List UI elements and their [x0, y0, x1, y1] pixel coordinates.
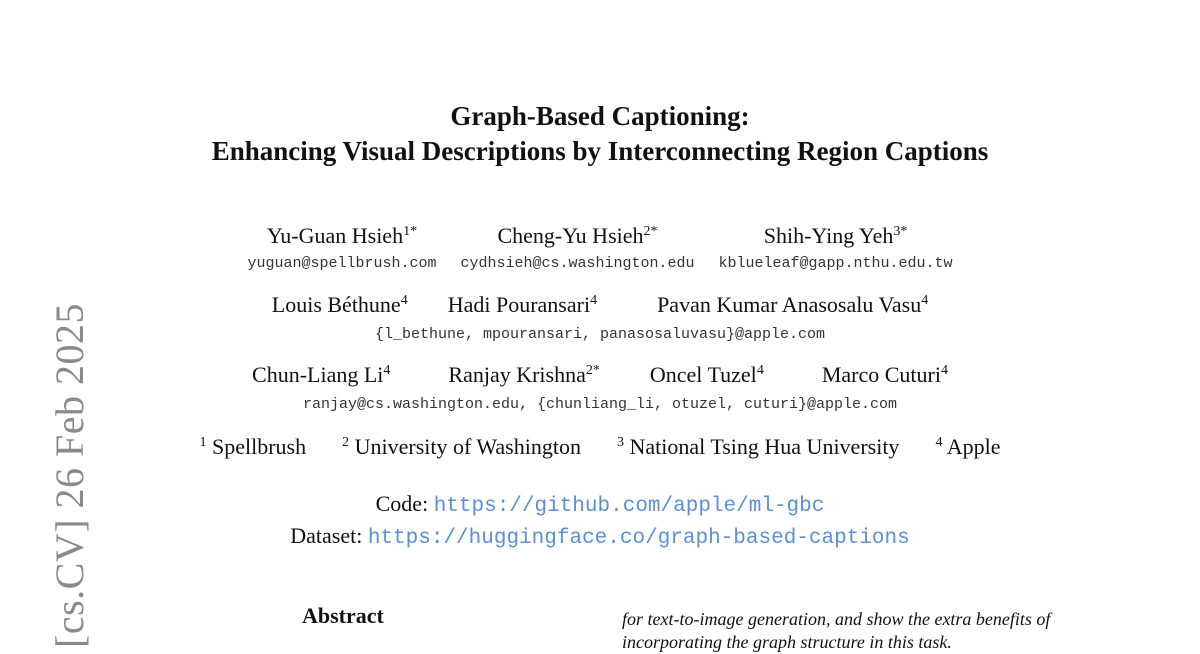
author-block: [460, 225, 694, 271]
author-row-1: [0, 225, 1200, 271]
author-email[interactable]: cydhsieh@cs.washington.edu: [460, 255, 695, 272]
author-name: Marco Cuturi$^4$: [821, 362, 948, 387]
code-label: Code:: [375, 491, 429, 516]
dataset-label: Dataset:: [290, 523, 363, 548]
dataset-url-link[interactable]: https://huggingface.co/graph-based-captions: [367, 527, 910, 550]
code-link-line: [0, 493, 1200, 517]
author-row-3: [0, 364, 1200, 386]
abstract-line: for text-to-image generation, and show the extra benefits of: [622, 609, 1051, 629]
abstract-heading: Abstract: [302, 603, 384, 628]
code-url-link[interactable]: https://github.com/apple/ml-gbc: [433, 495, 825, 518]
abstract-line: incorporating the graph structure in this task.: [622, 632, 952, 652]
author-row-2-email[interactable]: {l_bethune, mpouransari, panasosaluvasu}@apple.com: [374, 326, 826, 343]
paper-title-line-2: Enhancing Visual Descriptions by Interconnecting Region Captions: [211, 136, 989, 166]
author-name: Ranjay Krishna$^{2*}$: [448, 362, 600, 387]
author-name: Yu-Guan Hsieh$^{1*}$: [266, 223, 418, 248]
author-email[interactable]: kblueleaf@gapp.nthu.edu.tw: [718, 255, 953, 272]
author-name: Shih-Ying Yeh$^{3*}$: [763, 223, 908, 248]
author-row-2: [0, 294, 1200, 316]
author-block: [719, 225, 953, 271]
affiliation: $^1$ Spellbrush: [199, 434, 307, 459]
abstract-body: [622, 608, 1102, 654]
author-name: Hadi Pouransari$^4$: [447, 292, 598, 317]
author-name: Chun-Liang Li$^4$: [252, 362, 391, 387]
dataset-link-line: [0, 525, 1200, 549]
author-block: [247, 225, 436, 271]
paper-title-line-1: Graph-Based Captioning:: [450, 101, 750, 131]
arxiv-identifier-stamp: [cs.CV] 26 Feb 2025: [47, 302, 92, 648]
affiliation: $^3$ National Tsing Hua University: [616, 434, 900, 459]
affiliation: $^4$ Apple: [935, 434, 1001, 459]
author-row-3-email[interactable]: ranjay@cs.washington.edu, {chunliang_li, otuzel, cuturi}@apple.com: [302, 396, 898, 413]
author-name: Louis Béthune$^4$: [271, 292, 408, 317]
author-name: Cheng-Yu Hsieh$^{2*}$: [497, 223, 658, 248]
author-email[interactable]: yuguan@spellbrush.com: [247, 255, 437, 272]
affiliation: $^2$ University of Washington: [342, 434, 581, 459]
affiliations-row: [0, 436, 1200, 458]
author-name: Oncel Tuzel$^4$: [649, 362, 764, 387]
author-name: Pavan Kumar Anasosalu Vasu$^4$: [657, 292, 929, 317]
